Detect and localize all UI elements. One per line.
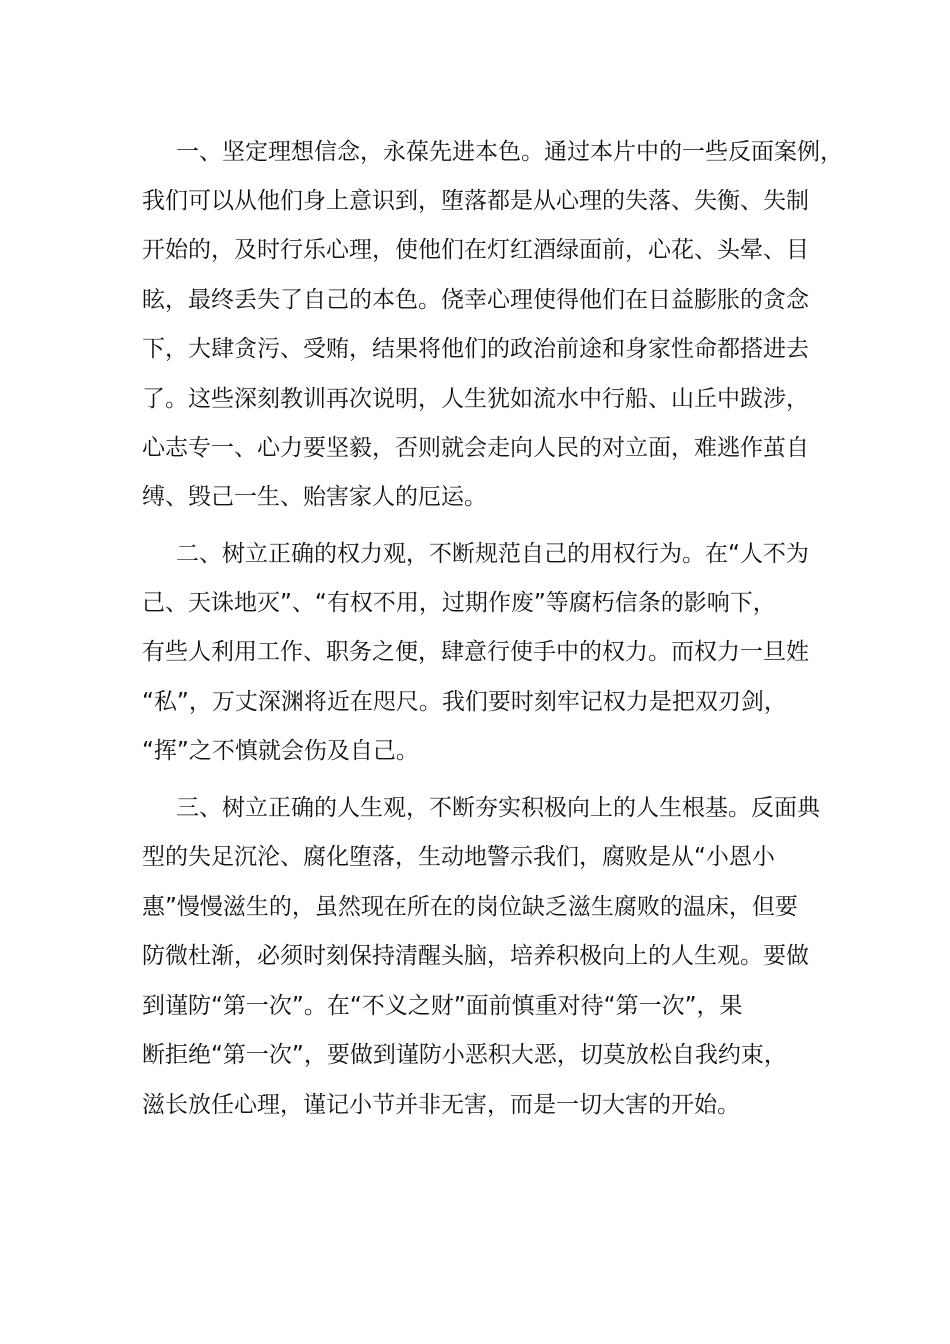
text-line: 型的失足沉沦、腐化堕落，生动地警示我们，腐败是从“小恩小 [142,844,775,870]
text-line: 心志专一、心力要坚毅，否则就会走向人民的对立面，难逃作茧自 [142,435,809,461]
text-line: 开始的，及时行乐心理，使他们在灯红酒绿面前，心花、头晕、目 [142,237,809,263]
text-line: 三、树立正确的人生观，不断夯实积极向上的人生根基。反面典 [176,795,820,821]
text-line: 下，大肆贪污、受贿，结果将他们的政治前途和身家性命都搭进去 [142,336,809,362]
text-line: 己、天诛地灭”、“有权不用，过期作废”等腐朽信条的影响下， [142,590,776,616]
text-line: 有些人利用工作、职务之便，肆意行使手中的权力。而权力一旦姓 [142,639,809,665]
text-line: 了。这些深刻教训再次说明，人生犹如流水中行船、山丘中跋涉， [142,386,809,412]
text-line: 防微杜渐，必须时刻保持清醒头脑，培养积极向上的人生观。要做 [142,943,809,969]
text-line: 我们可以从他们身上意识到，堕落都是从心理的失落、失衡、失制 [142,188,809,214]
text-line: 眩，最终丢失了自己的本色。侥幸心理使得他们在日益膨胀的贪念 [142,287,809,313]
text-line: 滋长放任心理，谨记小节并非无害，而是一切大害的开始。 [142,1092,740,1118]
text-line: “私”，万丈深渊将近在咫尺。我们要时刻牢记权力是把双刃剑， [142,689,787,715]
text-line: 断拒绝“第一次”，要做到谨防小恶积大恶，切莫放松自我约束， [142,1042,787,1068]
text-line: 一、坚定理想信念，永葆先进本色。通过本片中的一些反面案例， [176,139,843,165]
text-line: 到谨防“第一次”。在“不义之财”面前慎重对待“第一次”，果 [142,993,743,1019]
text-line: “挥”之不慎就会伤及自己。 [142,738,419,764]
text-line: 缚、毁己一生、贻害家人的厄运。 [142,484,487,510]
text-line: 二、树立正确的权力观，不断规范自己的用权行为。在“人不为 [176,541,809,567]
text-line: 惠”慢慢滋生的，虽然现在所在的岗位缺乏滋生腐败的温床，但要 [142,894,798,920]
